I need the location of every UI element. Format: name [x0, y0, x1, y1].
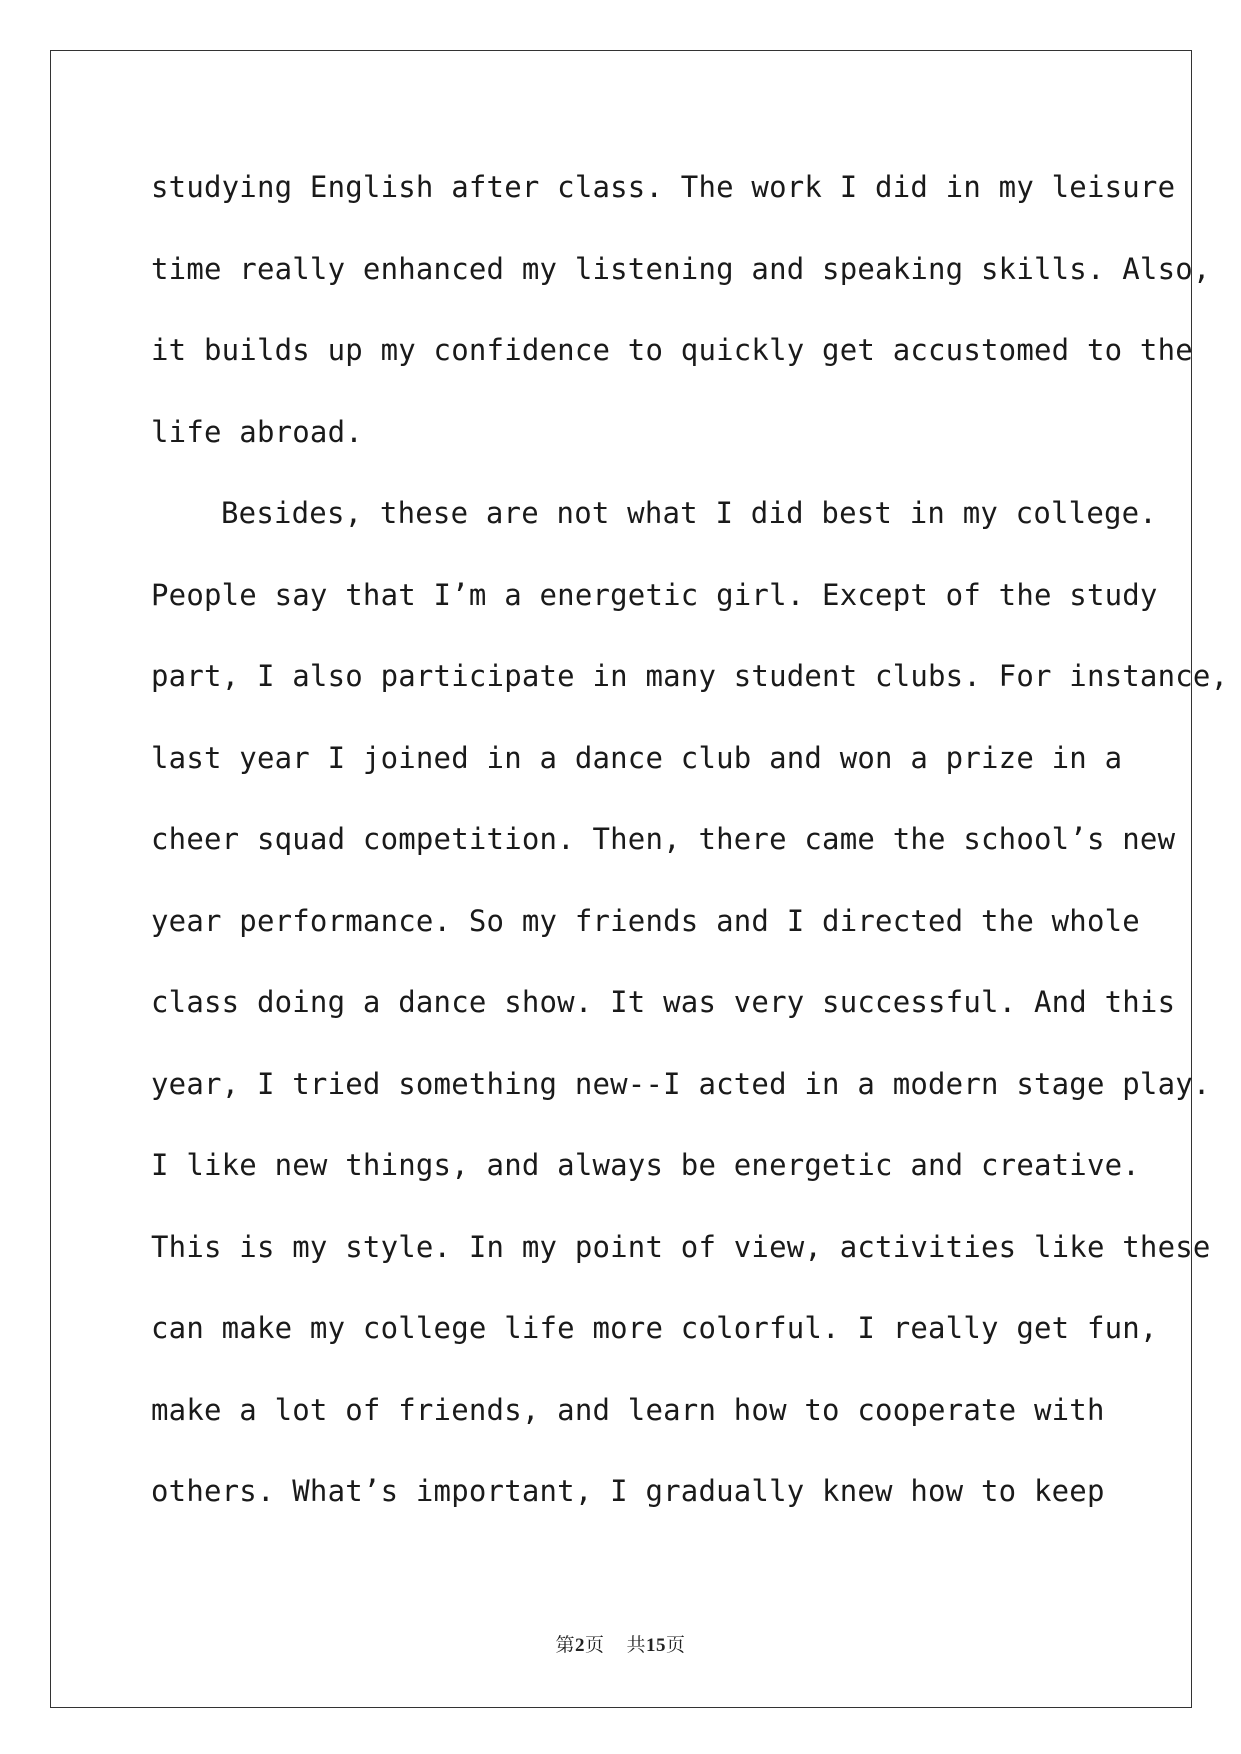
text-line: it builds up my confidence to quickly get accustomed to the	[151, 333, 1193, 367]
total-suffix: 页	[666, 1634, 686, 1656]
text-line: studying English after class. The work I did in my leisure	[151, 170, 1176, 204]
text-line: life abroad.	[151, 414, 363, 449]
page-suffix: 页	[584, 1634, 605, 1656]
text-line: time really enhanced my listening and speaking skills. Also,	[151, 251, 1211, 286]
body-text	[151, 160, 1229, 1546]
text-line: People say that I’m a energetic girl. Except of the study	[151, 577, 1158, 612]
text-line: year, I tried something new--I acted in a modern stage play.	[151, 1066, 1211, 1101]
text-line: can make my college life more colorful. I really get fun,	[151, 1311, 1158, 1345]
text-line: others. What’s important, I gradually knew how to keep	[151, 1474, 1105, 1508]
text-line: This is my style. In my point of view, activities like these	[151, 1229, 1211, 1264]
text-line: class doing a dance show. It was very successful. And this	[151, 985, 1176, 1019]
page-footer	[0, 1630, 1241, 1657]
page-current: 2	[574, 1635, 585, 1656]
text-line: cheer squad competition. Then, there came the school’s new	[151, 822, 1176, 856]
text-line: make a lot of friends, and learn how to cooperate with	[151, 1392, 1105, 1427]
text-line: year performance. So my friends and I directed the whole	[151, 903, 1140, 938]
text-line: Besides, these are not what I did best in my college.	[221, 496, 1157, 530]
page-prefix: 第	[555, 1634, 575, 1656]
total-prefix: 共	[626, 1634, 647, 1656]
text-line: part, I also participate in many student clubs. For instance,	[151, 659, 1229, 693]
text-line: I like new things, and always be energetic and creative.	[151, 1148, 1140, 1182]
text-line: last year I joined in a dance club and won a prize in a	[151, 740, 1123, 775]
page-total: 15	[646, 1635, 667, 1656]
